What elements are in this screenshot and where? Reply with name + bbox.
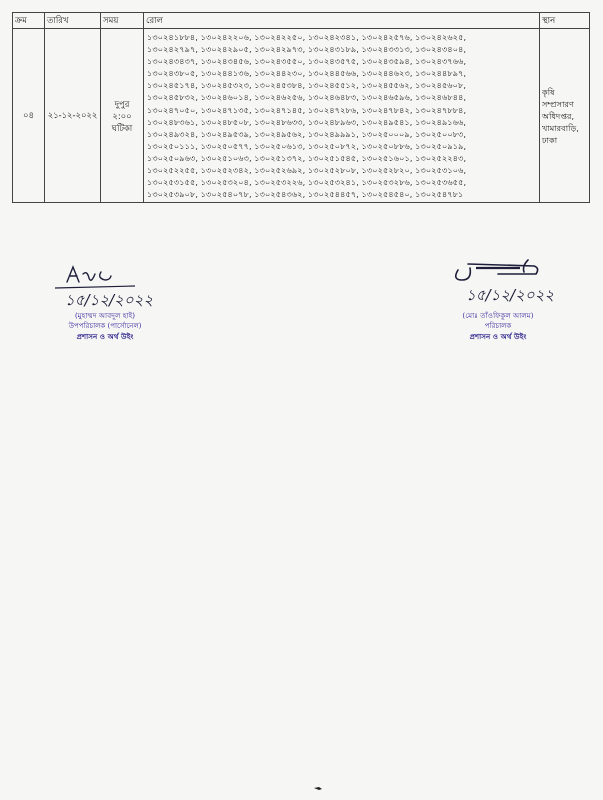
signatory-title-right: পরিচালক — [484, 322, 512, 330]
time-line: ২:০০ — [112, 110, 132, 121]
signatory-title-left: উপপরিচালক (পার্সোনেল) — [68, 322, 142, 330]
header-roll: রোল — [144, 13, 540, 29]
signatory-dept-left: প্রশাসন ও অর্থ উইং — [76, 332, 134, 341]
roll-line: ১৩০২৫০১১১, ১৩০২৫০৫৭৭, ১৩০২৫০৬১৩, ১৩০২৫০৮৭২, ১৩০২৫০৮৮৬, ১৩০২৫০৯১৯, — [147, 140, 467, 151]
table-header-row — [13, 13, 590, 29]
scan-mark-icon — [313, 784, 323, 794]
roll-line: ১৩০২৪৩৪৩৭, ১৩০২৪৩৪৫৬, ১৩০২৪৩৫৫০, ১৩০২৪৩৫৭৫, ১৩০২৪৩৫৯৪, ১৩০২৪৩৭৬৬, — [147, 56, 467, 67]
handwritten-signature-right — [428, 256, 568, 310]
roll-line: ১৩০২৪৭০৫০, ১৩০২৪৭১৩৫, ১৩০২৪৭১৪৫, ১৩০২৪৭২৮৬, ১৩০২৪৭৮৪২, ১৩০২৪৭৮৮৪, — [147, 104, 467, 115]
handwritten-signature-left — [35, 262, 175, 310]
roll-line: ১৩০২৪৩৮০৫, ১৩০২৪৪১৩৬, ১৩০২৪৪২৩০, ১৩০২৪৪৫৬৬, ১৩০২৪৪৬২৩, ১৩০২৪৪৮৯৭, — [147, 68, 467, 79]
time-cell — [101, 29, 144, 203]
roll-line: ১৩০২৪৯৩২৪, ১৩০২৪৯৫৩৯, ১৩০২৪৯৫৬২, ১৩০২৪৯৯৯১, ১৩০২৫০০০৯, ১৩০২৫০০৮৩, — [147, 128, 467, 139]
header-time: সময় — [101, 13, 144, 29]
time-line: ঘটিকা — [111, 122, 133, 133]
signature-block-left — [35, 262, 175, 342]
roll-line: ১৩০২৫০৯৬৩, ১৩০২৫১০৬৩, ১৩০২৫১৩৭২, ১৩০২৫১৫৪৫, ১৩০২৫১৬০১, ১৩০২৫২২৪৩, — [147, 152, 467, 163]
signature-date-left: ১৫/১২/২০২২ — [65, 291, 154, 309]
roll-line: ১৩০২৪১৮৮৪, ১৩০২৪২২০৬, ১৩০২৪২২৫০, ১৩০২৪২৩৪১, ১৩০২৪২৫৭৬, ১৩০২৪২৬২৫, — [147, 32, 467, 42]
header-serial: ক্রম — [13, 13, 45, 29]
date-cell: ২১-১২-২০২২ — [45, 29, 101, 203]
header-venue: স্থান — [540, 13, 590, 29]
roll-line: ১৩০২৪৮৩৬১, ১৩০২৪৮৫০৮, ১৩০২৪৮৬৩৩, ১৩০২৪৮৯৬৩, ১৩০২৪৯৫৪১, ১৩০২৪৯১৬৬, — [147, 116, 467, 127]
roll-line: ১৩০২৪৫১৭৪, ১৩০২৪৫৩২৩, ১৩০২৪৫৩৮৪, ১৩০২৪৫৫১২, ১৩০২৪৫৫৬২, ১৩০২৪৫৬০৮, — [147, 80, 467, 91]
table-row — [13, 29, 590, 203]
roll-line: ১৩০২৫৩৯০৮, ১৩০২৫৪০৭৮, ১৩০২৫৪৩৬২, ১৩০২৫৪৪৫৭, ১৩০২৫৪৫৪০, ১৩০২৫৪৭৮১ — [147, 189, 464, 200]
signature-block-right — [428, 256, 568, 342]
roll-line: ১৩০২৫২২৫৫, ১৩০২৫২৩৪২, ১৩০২৫২৬৯২, ১৩০২৫২৮০৮, ১৩০২৫২৮২০, ১৩০২৫৩১০৬, — [147, 165, 467, 176]
venue-line: খামারবাড়ি, — [542, 122, 579, 133]
venue-line: কৃষি — [542, 86, 555, 97]
signature-date-right: ১৫/১২/২০২২ — [466, 286, 555, 304]
venue-cell — [540, 29, 590, 203]
signatory-name-left: (মুহাম্মদ আবদুল হাই) — [74, 311, 136, 320]
roll-line: ১৩০২৫৩১৫৫, ১৩০২৫৩২০৪, ১৩০২৫৩২২৬, ১৩০২৫৩২৪১, ১৩০২৫৩২৮৬, ১৩০২৫৩৬৫৫, — [147, 177, 467, 188]
venue-line: সম্প্রসারণ — [542, 98, 574, 109]
venue-line: অধিদপ্তর, — [542, 110, 575, 121]
signatory-name-right: (মোঃ তাঁওফিকুল আলম) — [462, 311, 534, 320]
header-date: তারিখ — [45, 13, 101, 29]
venue-line: ঢাকা — [542, 134, 558, 145]
roll-line: ১৩০২৪২৭৯৭, ১৩০২৪২৯০৫, ১৩০২৪২৯৭৩, ১৩০২৪৩১৮৯, ১৩০২৪৩৩১৩, ১৩০২৪৩৪০৪, — [147, 44, 467, 55]
roll-line: ১৩০২৪৫৮৩২, ১৩০২৪৬০১৪, ১৩০২৪৬২৫৬, ১৩০২৪৬৪৮৩, ১৩০২৪৬৫৯৬, ১৩০২৪৬৮৪৪, — [147, 92, 467, 103]
serial-cell: ০৪ — [13, 29, 45, 203]
exam-schedule-table — [12, 12, 590, 203]
time-line: দুপুর — [114, 98, 130, 109]
signatory-dept-right: প্রশাসন ও অর্থ উইং — [469, 332, 527, 341]
roll-numbers-cell — [144, 29, 540, 203]
